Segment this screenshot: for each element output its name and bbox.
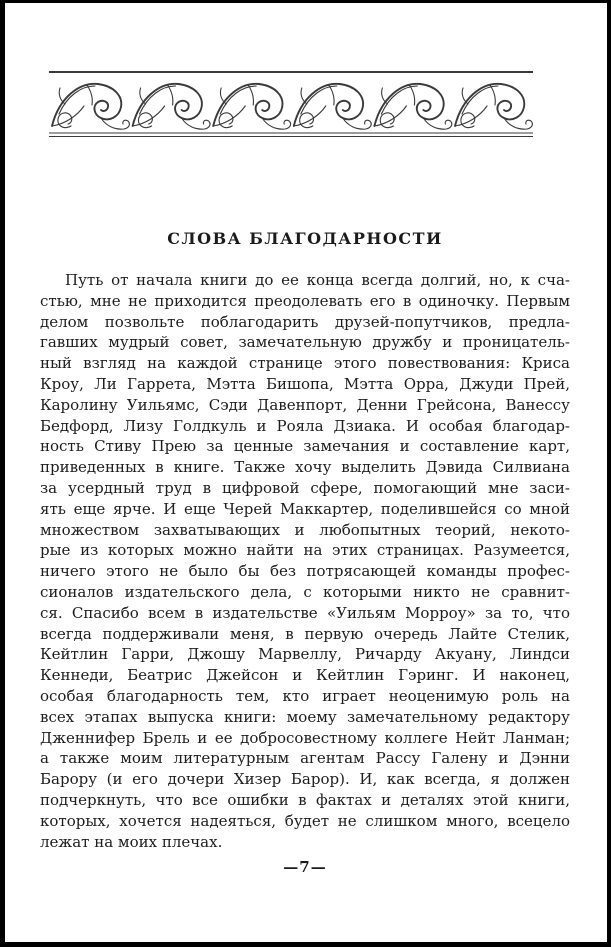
body-text-line: рые из которых можно найти на этих страницах. Разумеется, (40, 541, 570, 560)
body-text-line: ять еще ярче. И еще Черей Маккартер, поделившейся со мной (40, 499, 570, 518)
body-text-line: сионалов издательского дела, с которыми никто не сравнит- (40, 582, 570, 601)
body-text-line: ный взгляд на каждой странице этого повествования: Криса (40, 354, 570, 373)
body-text-line: ся. Спасибо всем в издательстве «Уильям Морроу» за то, что (40, 603, 570, 622)
body-text-line: гавших мудрый совет, замечательную дружбу и проницатель- (40, 333, 570, 352)
body-text-line: Каролину Уильямс, Сэди Давенпорт, Денни Грейсона, Ванессу (40, 395, 570, 414)
page-title: СЛОВА БЛАГОДАРНОСТИ (167, 229, 443, 248)
body-text-line: Дженнифер Брель и ее добросовестному коллеге Нейт Ланман; (40, 728, 570, 747)
body-text-line: Путь от начала книги до ее конца всегда долгий, но, к сча- (65, 271, 570, 289)
body-text (40, 270, 570, 852)
body-text-line: за усердный труд в цифровой сфере, помогающий мне заси- (40, 478, 570, 497)
body-text-line: Кейтлин Гарри, Джошу Марвеллу, Ричарду Акуану, Линдси (40, 645, 570, 664)
body-text-line: всегда поддерживали меня, в первую очередь Лайте Стелик, (40, 624, 570, 643)
body-text-line: Кроу, Ли Гаррета, Мэтта Бишопа, Мэтта Орра, Джуди Прей, (40, 374, 570, 393)
acanthus-ornament-border (49, 70, 533, 138)
body-text-line: всех этапах выпуска книги: моему замечательному редактору (40, 707, 570, 726)
body-text-line: ность Стиву Прею за ценные замечания и составление карт, (40, 437, 570, 456)
body-text-line: ничего этого не было бы без потрясающей команды профес- (40, 562, 570, 581)
body-text-line: Бедфорд, Лизу Голдкуль и Рояла Дзиака. И особая благодар- (40, 416, 570, 435)
body-text-line: приведенных в книге. Также хочу выделить Дэвида Силвиана (40, 458, 570, 477)
body-text-line: подчеркнуть, что все ошибки в фактах и деталях этой книги, (40, 790, 570, 809)
body-text-line: которых, хочется надеяться, будет не слишком много, всецело (40, 811, 570, 830)
body-text-line: множеством захватывающих и любопытных теорий, некото- (40, 520, 570, 539)
body-text-line: делом позвольте поблагодарить друзей-попутчиков, предла- (40, 312, 570, 331)
body-text-line: особая благодарность тем, кто играет неоценимую роль на (40, 686, 570, 705)
body-text-line: Кеннеди, Беатрис Джейсон и Кейтлин Гэринг. И наконец, (40, 666, 570, 685)
body-text-line: а также моим литературным агентам Рассу Галену и Дэнни (40, 749, 570, 768)
body-text-line: лежат на моих плечах. (40, 832, 223, 851)
acanthus-scroll-icon (49, 70, 533, 138)
page-number: —7— (283, 858, 327, 876)
body-text-line: стью, мне не приходится преодолевать его в одиночку. Первым (40, 291, 570, 310)
body-text-line: Барору (и его дочери Хизер Барор). И, как всегда, я должен (40, 770, 570, 789)
